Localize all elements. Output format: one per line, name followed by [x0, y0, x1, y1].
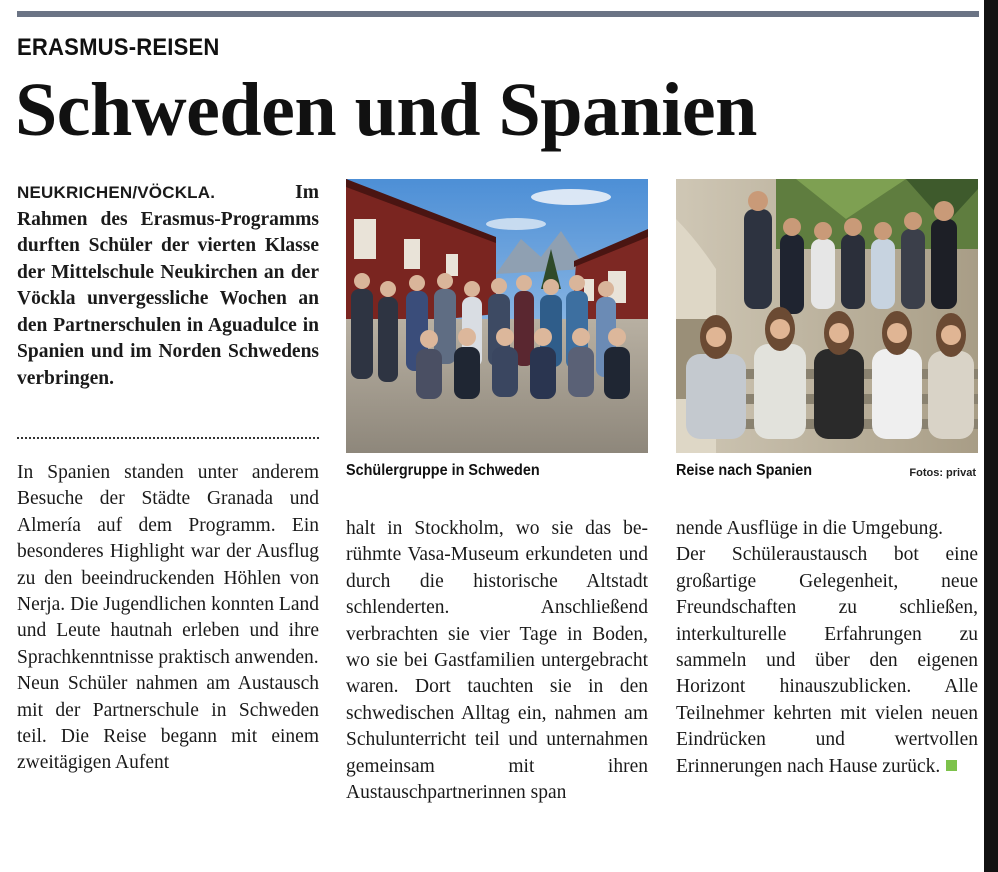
top-rule — [17, 11, 979, 17]
lead-text: Im Rahmen des Erasmus-Programms durften Schüler der vierten Klasse der Mittelschule Neukirchen an der Vöckla unvergessliche Wochen an den Partnerschulen in Aguadulce in Spanien und im Norden Schwedens verbringen. — [17, 182, 319, 389]
body-paragraph-text: Der Schüleraustausch bot eine großartige Gelegenheit, neue Freundschaften zu schließen, interkulturelle Erfahrungen zu sammeln und über den eigenen Horizont hinauszublicken. Alle Teilnehmer kehrten mit vielen neuen Eindrücken und wertvollen Erinnerungen nach Hause zurück. — [676, 544, 978, 777]
body-paragraph — [676, 542, 978, 780]
dotted-divider — [17, 437, 319, 439]
photo-credit: Fotos: privat — [909, 467, 976, 479]
lead-paragraph — [17, 180, 319, 392]
body-paragraph: In Spanien standen unter anderem Besuche der Städte Granada und Almería auf dem Programm. Ein besonderes Highlight war der Ausflug zu den beeindruckenden Höhlen von Nerja. Die Jugendlichen konnten Land und Leute hautnah erleben und ihre Sprachkenntnisse praktisch anwenden. — [17, 462, 319, 668]
dateline: NEUKRICHEN/VÖCKLA. — [17, 183, 216, 202]
page-edge — [984, 0, 998, 872]
end-mark — [946, 760, 957, 771]
headline: Schweden und Spanien — [15, 68, 757, 152]
body-paragraph: Neun Schüler nahmen am Austausch mit der Partnerschule in Schweden teil. Die Reise begann mit einem zweitägigen Aufent — [17, 673, 319, 774]
kicker: ERASMUS-REISEN — [17, 34, 220, 61]
photo-spain-group — [676, 179, 978, 453]
body-paragraph: nende Ausflüge in die Umgebung. — [676, 518, 943, 539]
photo-caption-spain: Reise nach Spanien — [676, 462, 813, 479]
body-column-2 — [346, 516, 648, 806]
body-paragraph: halt in Stockholm, wo sie das berühmte Vasa-Museum erkundeten und durch die historische Altstadt schlenderten. Anschließend verbrachten sie vier Tage in Boden, wo sie bei Gastfamilien untergebracht waren. Dort tauchten sie in den schwedischen Alltag ein, nahmen am Schulunterricht teil und unternahmen gemeinsam mit ihren Austauschpartnerinnen span — [346, 518, 648, 804]
photo-sweden-group — [346, 179, 648, 453]
body-column-1 — [17, 460, 319, 777]
photo-caption-sweden: Schülergruppe in Schweden — [346, 462, 540, 479]
body-column-3 — [676, 516, 978, 780]
